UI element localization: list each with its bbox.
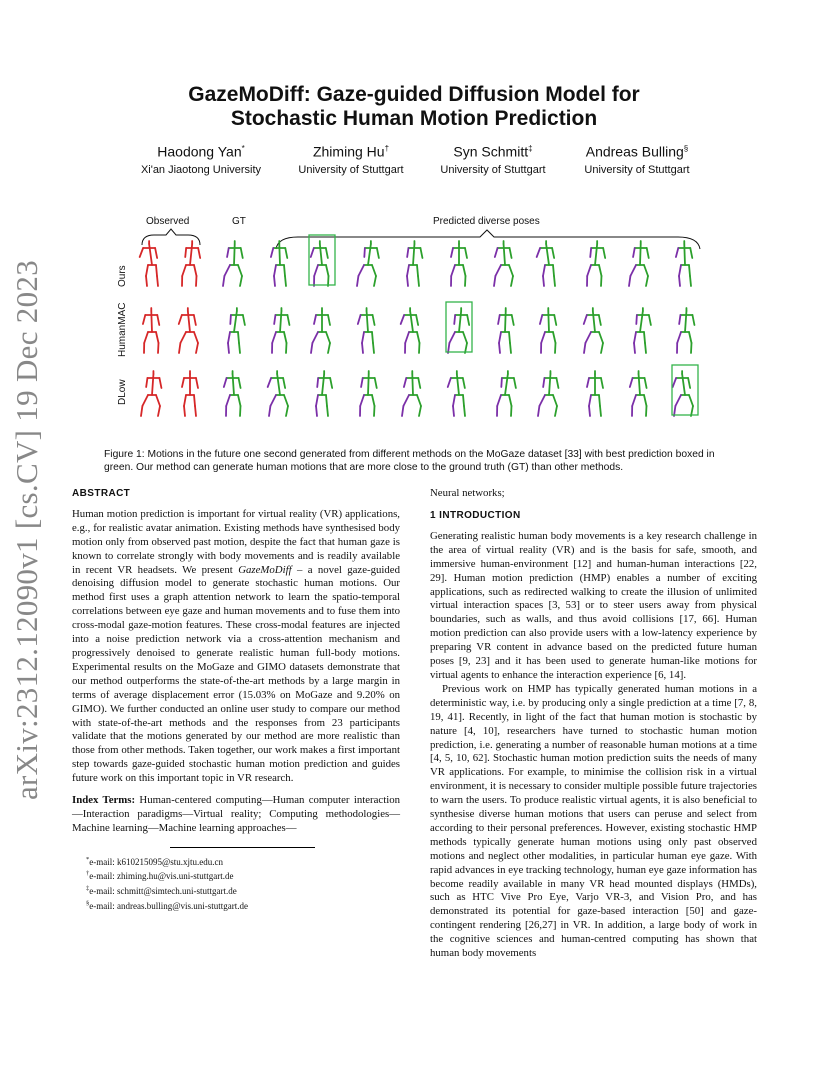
skeleton-pose xyxy=(498,308,514,353)
skeleton-pose xyxy=(629,241,649,286)
author-mark: † xyxy=(384,144,390,153)
footnote-4 xyxy=(86,898,400,913)
skeleton-pose xyxy=(448,371,465,416)
intro-para-2: Previous work on HMP has typically generated human motions in a deterministic way, i.e. by producing only a single prediction at a time [7, 8, 19, 41]. Recently, in light of the fact that human motion is stochastic by nature [4, 10], researchers have turned to stochastic human motion prediction, i.e. generating a number of reasonable human motions at a time [4, 5, 10, 62]. Stochastic human motion prediction suits the needs of many VR applications. For example, to minimise the collision risk in a virtual environment, it is necessary to consider multiple possible future trajectories to warn the users. To produce realistic virtual agents, it is also beneficial to synthesise diverse human motions that users can peruse and select from according to their personal preferences. However, existing stochastic HMP methods typically generate human motions using only past observed motions and neglect other modalities, in particular human eye gaze. With rapid advances in eye tracking technology, human eye gaze information has become readily available in many VR head mounted displays (HMDs), such as HTC Vive Pro Eye, Varjo VR-3, and Vision Pro, and has demonstrated its potential for gaze-based interaction [50] and gaze-contingent rendering [26,27] in VR. In addition, a large body of work in the cognitive sciences and human-centred computing has shown that human body movements xyxy=(430,682,757,960)
left-column xyxy=(72,487,400,912)
author-affiliation: University of Stuttgart xyxy=(298,163,404,176)
author-affiliation: University of Stuttgart xyxy=(584,163,690,176)
footnotes xyxy=(72,854,400,912)
intro-para-1: Generating realistic human body movements is a key research challenge in the area of virtual reality (VR) and is the basis for safe, smooth, and immersive human-environment [12] and human-human interactions [22, 29]. Human motion prediction (HMP) enables a number of exciting applications, such as redirected walking to create the illusion of unlimited virtual interaction spaces [3, 53] or to steer users away from physical boundaries, such as walls, and thus avoid collisions [17, 66]. Human motion prediction can also provide users with a low-latency experience by preparing VR content in advance based on the predicted future human poses [9, 23] and it has been used to generate human-like motions for virtual agents to enhance the interaction experience [6, 14]. xyxy=(430,529,757,681)
skeleton-pose xyxy=(497,371,516,416)
footnote-3 xyxy=(86,883,400,898)
skeleton-pose xyxy=(271,241,287,286)
skeleton-pose xyxy=(401,308,420,353)
skeleton-pose xyxy=(357,241,379,286)
footnote-text: e-mail: zhiming.hu@vis.uni-stuttgart.de xyxy=(89,871,234,882)
footnote-rule xyxy=(170,847,315,848)
predicted-brace xyxy=(276,230,700,249)
row-label-dlow: DLow xyxy=(117,379,128,405)
skeleton-pose xyxy=(143,308,159,353)
author-mark: § xyxy=(683,144,689,153)
skeleton-pose xyxy=(494,241,513,286)
author-name: Syn Schmitt xyxy=(453,143,529,160)
abstract-text-a: Human motion prediction is important for virtual reality (VR) applications, e.g., for realistic avatar animation. Existing methods have synthesised body motion only from observed past motion, despite the fact that human gaze is known to correlate strongly with body movements and is readily available in recent VR headsets. We present xyxy=(72,507,400,576)
skeleton-pose xyxy=(268,371,288,416)
footnote-mark: ‡ xyxy=(86,884,90,892)
skeleton-pose xyxy=(358,308,375,353)
skeleton-pose xyxy=(360,371,377,416)
skeleton-pose xyxy=(141,371,161,416)
skeleton-pose xyxy=(316,371,332,416)
arxiv-id: arXiv:2312.12090v1 [cs.CV] 19 Dec 2023 xyxy=(9,259,44,801)
skeleton-pose xyxy=(182,371,198,416)
skeleton-pose xyxy=(538,371,558,416)
author-name: Zhiming Hu xyxy=(312,143,385,160)
skeleton-pose xyxy=(224,371,241,416)
footnote-text: e-mail: andreas.bulling@vis.uni-stuttgart.de xyxy=(89,900,249,911)
footnote-mark: * xyxy=(86,855,90,863)
skeleton-pose xyxy=(402,371,421,416)
author-affiliation: Xi'an Jiaotong University xyxy=(140,163,262,176)
author-affiliation: University of Stuttgart xyxy=(440,163,546,176)
abstract-text xyxy=(72,508,400,786)
method-name: GazeMoDiff xyxy=(238,563,292,576)
motion-figure xyxy=(108,205,728,430)
skeleton-pose xyxy=(448,308,469,353)
footnote-text: e-mail: k610215095@stu.xjtu.edu.cn xyxy=(89,856,224,867)
skeleton-pose xyxy=(587,371,603,416)
skeleton-pose xyxy=(540,308,556,353)
introduction-heading: 1 INTRODUCTION xyxy=(430,510,521,521)
index-terms-label: Index Terms: xyxy=(72,794,136,807)
footnote-mark: § xyxy=(86,899,90,907)
author-name: Haodong Yan xyxy=(157,143,242,160)
skeleton-pose xyxy=(228,308,245,353)
skeleton-pose xyxy=(407,241,422,286)
skeleton-pose xyxy=(140,241,158,286)
figure-1 xyxy=(108,205,728,430)
index-terms xyxy=(72,794,400,836)
column-continuation-space: Neural networks; xyxy=(430,487,505,499)
footnote-mark: † xyxy=(86,870,90,878)
skeleton-pose xyxy=(272,308,289,353)
header-observed: Observed xyxy=(146,216,190,227)
arxiv-stamp xyxy=(4,250,50,810)
skeleton-pose xyxy=(587,241,605,286)
skeleton-pose xyxy=(676,241,692,286)
skeleton-pose xyxy=(182,241,200,286)
footnote-text: e-mail: schmitt@simtech.uni-stuttgart.de xyxy=(89,885,237,896)
abstract-heading: ABSTRACT xyxy=(72,488,131,499)
skeleton-pose xyxy=(311,241,329,286)
figure-caption: Figure 1: Motions in the future one second generated from different methods on the MoGaze dataset [33] with best prediction boxed in green. Our method can generate human motions that are more close to the ground truth (GT) than other methods. xyxy=(104,449,715,474)
title-line-1: GazeMoDiff: Gaze-guided Diffusion Model for xyxy=(188,83,640,106)
author-name: Andreas Bulling xyxy=(585,143,684,160)
author-mark: ‡ xyxy=(528,144,533,153)
row-label-ours: Ours xyxy=(117,265,128,287)
skeleton-pose xyxy=(311,308,330,353)
header-gt: GT xyxy=(232,216,246,227)
abstract-text-b: – a novel gaze-guided denoising diffusion model to generate stochastic human motions. Our method first uses a graph attention network to learn the spatio-temporal correlations between eye gaze and human movements and to fuse them into cross-modal gaze-motion features. These cross-modal features are injected into a noise prediction network via a cross-attention mechanism and progressively denoised to generate realistic human full-body motions. Experimental results on the MoGaze and GIMO datasets demonstrate that our method outperforms the state-of-the-art methods by a large margin in terms of average displacement error (15.03% on MoGaze and 9.20% on GIMO). We further conducted an online user study to compare our method with state-of-the-art methods and the responses from 23 participants validate that the motions generated by our method are more realistic than those from other methods. Taken together, our work makes a first important step towards gaze-guided stochastic human motion prediction and guides future work on this important topic in VR research. xyxy=(72,563,400,785)
skeleton-pose xyxy=(537,241,555,286)
footnote-2 xyxy=(86,868,400,883)
right-column xyxy=(430,487,757,961)
author-4 xyxy=(552,141,722,178)
index-terms-text: Human-centered computing—Human computer interaction—Interaction paradigms—Virtual reality; Computing methodologies—Machine learning—Machine learning approaches— xyxy=(72,794,400,834)
row-label-humanmac: HumanMAC xyxy=(117,302,128,357)
author-1 xyxy=(116,141,286,178)
skeleton-pose xyxy=(584,308,603,353)
skeleton-pose xyxy=(630,371,647,416)
skeleton-pose xyxy=(673,371,693,416)
skeleton-pose xyxy=(634,308,651,353)
header-predicted: Predicted diverse poses xyxy=(433,216,540,227)
skeleton-pose xyxy=(451,241,467,286)
author-mark: * xyxy=(241,144,245,153)
skeleton-pose xyxy=(677,308,694,353)
footnote-1 xyxy=(86,854,400,869)
paper-title xyxy=(120,83,708,131)
skeleton-pose xyxy=(179,308,198,353)
title-line-2: Stochastic Human Motion Prediction xyxy=(230,107,598,130)
skeleton-pose xyxy=(223,241,243,286)
